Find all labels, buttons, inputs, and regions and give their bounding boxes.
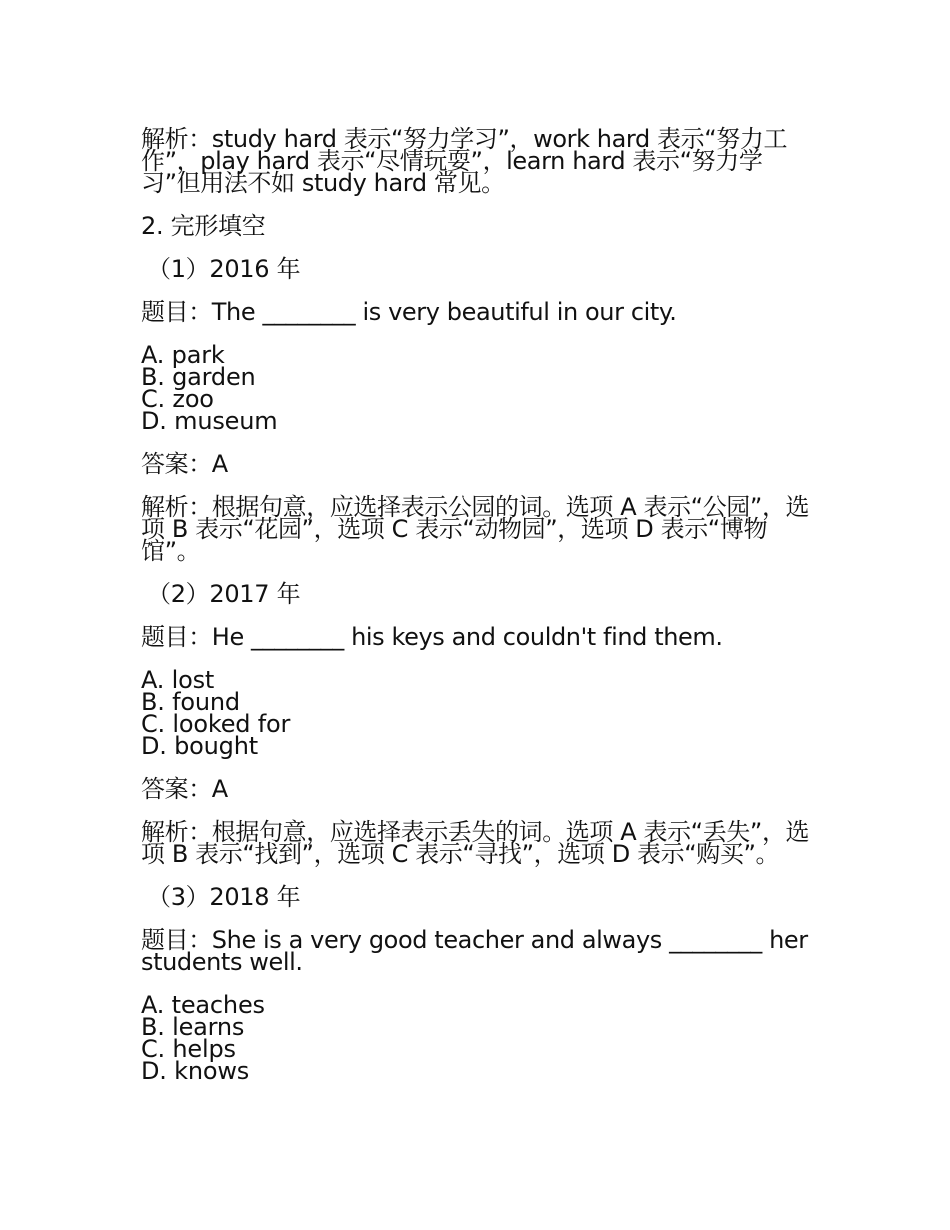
option-a: A. teaches xyxy=(141,991,265,1019)
answer-text: 答案：A xyxy=(141,775,228,803)
analysis-paragraph: 解析：根据句意，应选择表示丢失的词。选项 A 表示“丢失”，选项 B 表示“找到”，选项 C 表示“寻找”，选项 D 表示“购买”。 xyxy=(141,818,810,868)
option-d: D. knows xyxy=(141,1057,250,1085)
option-a: A. lost xyxy=(141,666,215,694)
answer-text: 答案：A xyxy=(141,450,228,478)
section-title: 2. 完形填空 xyxy=(141,212,266,240)
analysis-paragraph: 解析：根据句意，应选择表示公园的词。选项 A 表示“公园”，选项 B 表示“花园”，选项 C 表示“动物园”，选项 D 表示“博物馆”。 xyxy=(141,493,810,565)
question-text: 题目：She is a very good teacher and always ________ her students well. xyxy=(141,926,808,976)
question-year: （3）2018 年 xyxy=(147,883,301,911)
option-list xyxy=(141,991,813,1085)
option-b: B. garden xyxy=(141,363,256,391)
option-c: C. looked for xyxy=(141,710,291,738)
option-a: A. park xyxy=(141,341,225,369)
question-text: 题目：He ________ his keys and couldn't find them. xyxy=(141,623,723,651)
question-year: （2）2017 年 xyxy=(147,580,301,608)
question-text: 题目：The ________ is very beautiful in our city. xyxy=(141,298,677,326)
option-list xyxy=(141,666,813,760)
analysis-paragraph: 解析：study hard 表示“努力学习”，work hard 表示“努力工作”，play hard 表示“尽情玩耍”，learn hard 表示“努力学习”但用法不如 study hard 常见。 xyxy=(141,125,788,197)
option-c: C. zoo xyxy=(141,385,214,413)
option-b: B. learns xyxy=(141,1013,245,1041)
option-list xyxy=(141,341,813,435)
option-c: C. helps xyxy=(141,1035,236,1063)
document-content xyxy=(141,125,813,1085)
option-d: D. museum xyxy=(141,407,278,435)
option-b: B. found xyxy=(141,688,240,716)
option-d: D. bought xyxy=(141,732,258,760)
question-year: （1）2016 年 xyxy=(147,255,301,283)
